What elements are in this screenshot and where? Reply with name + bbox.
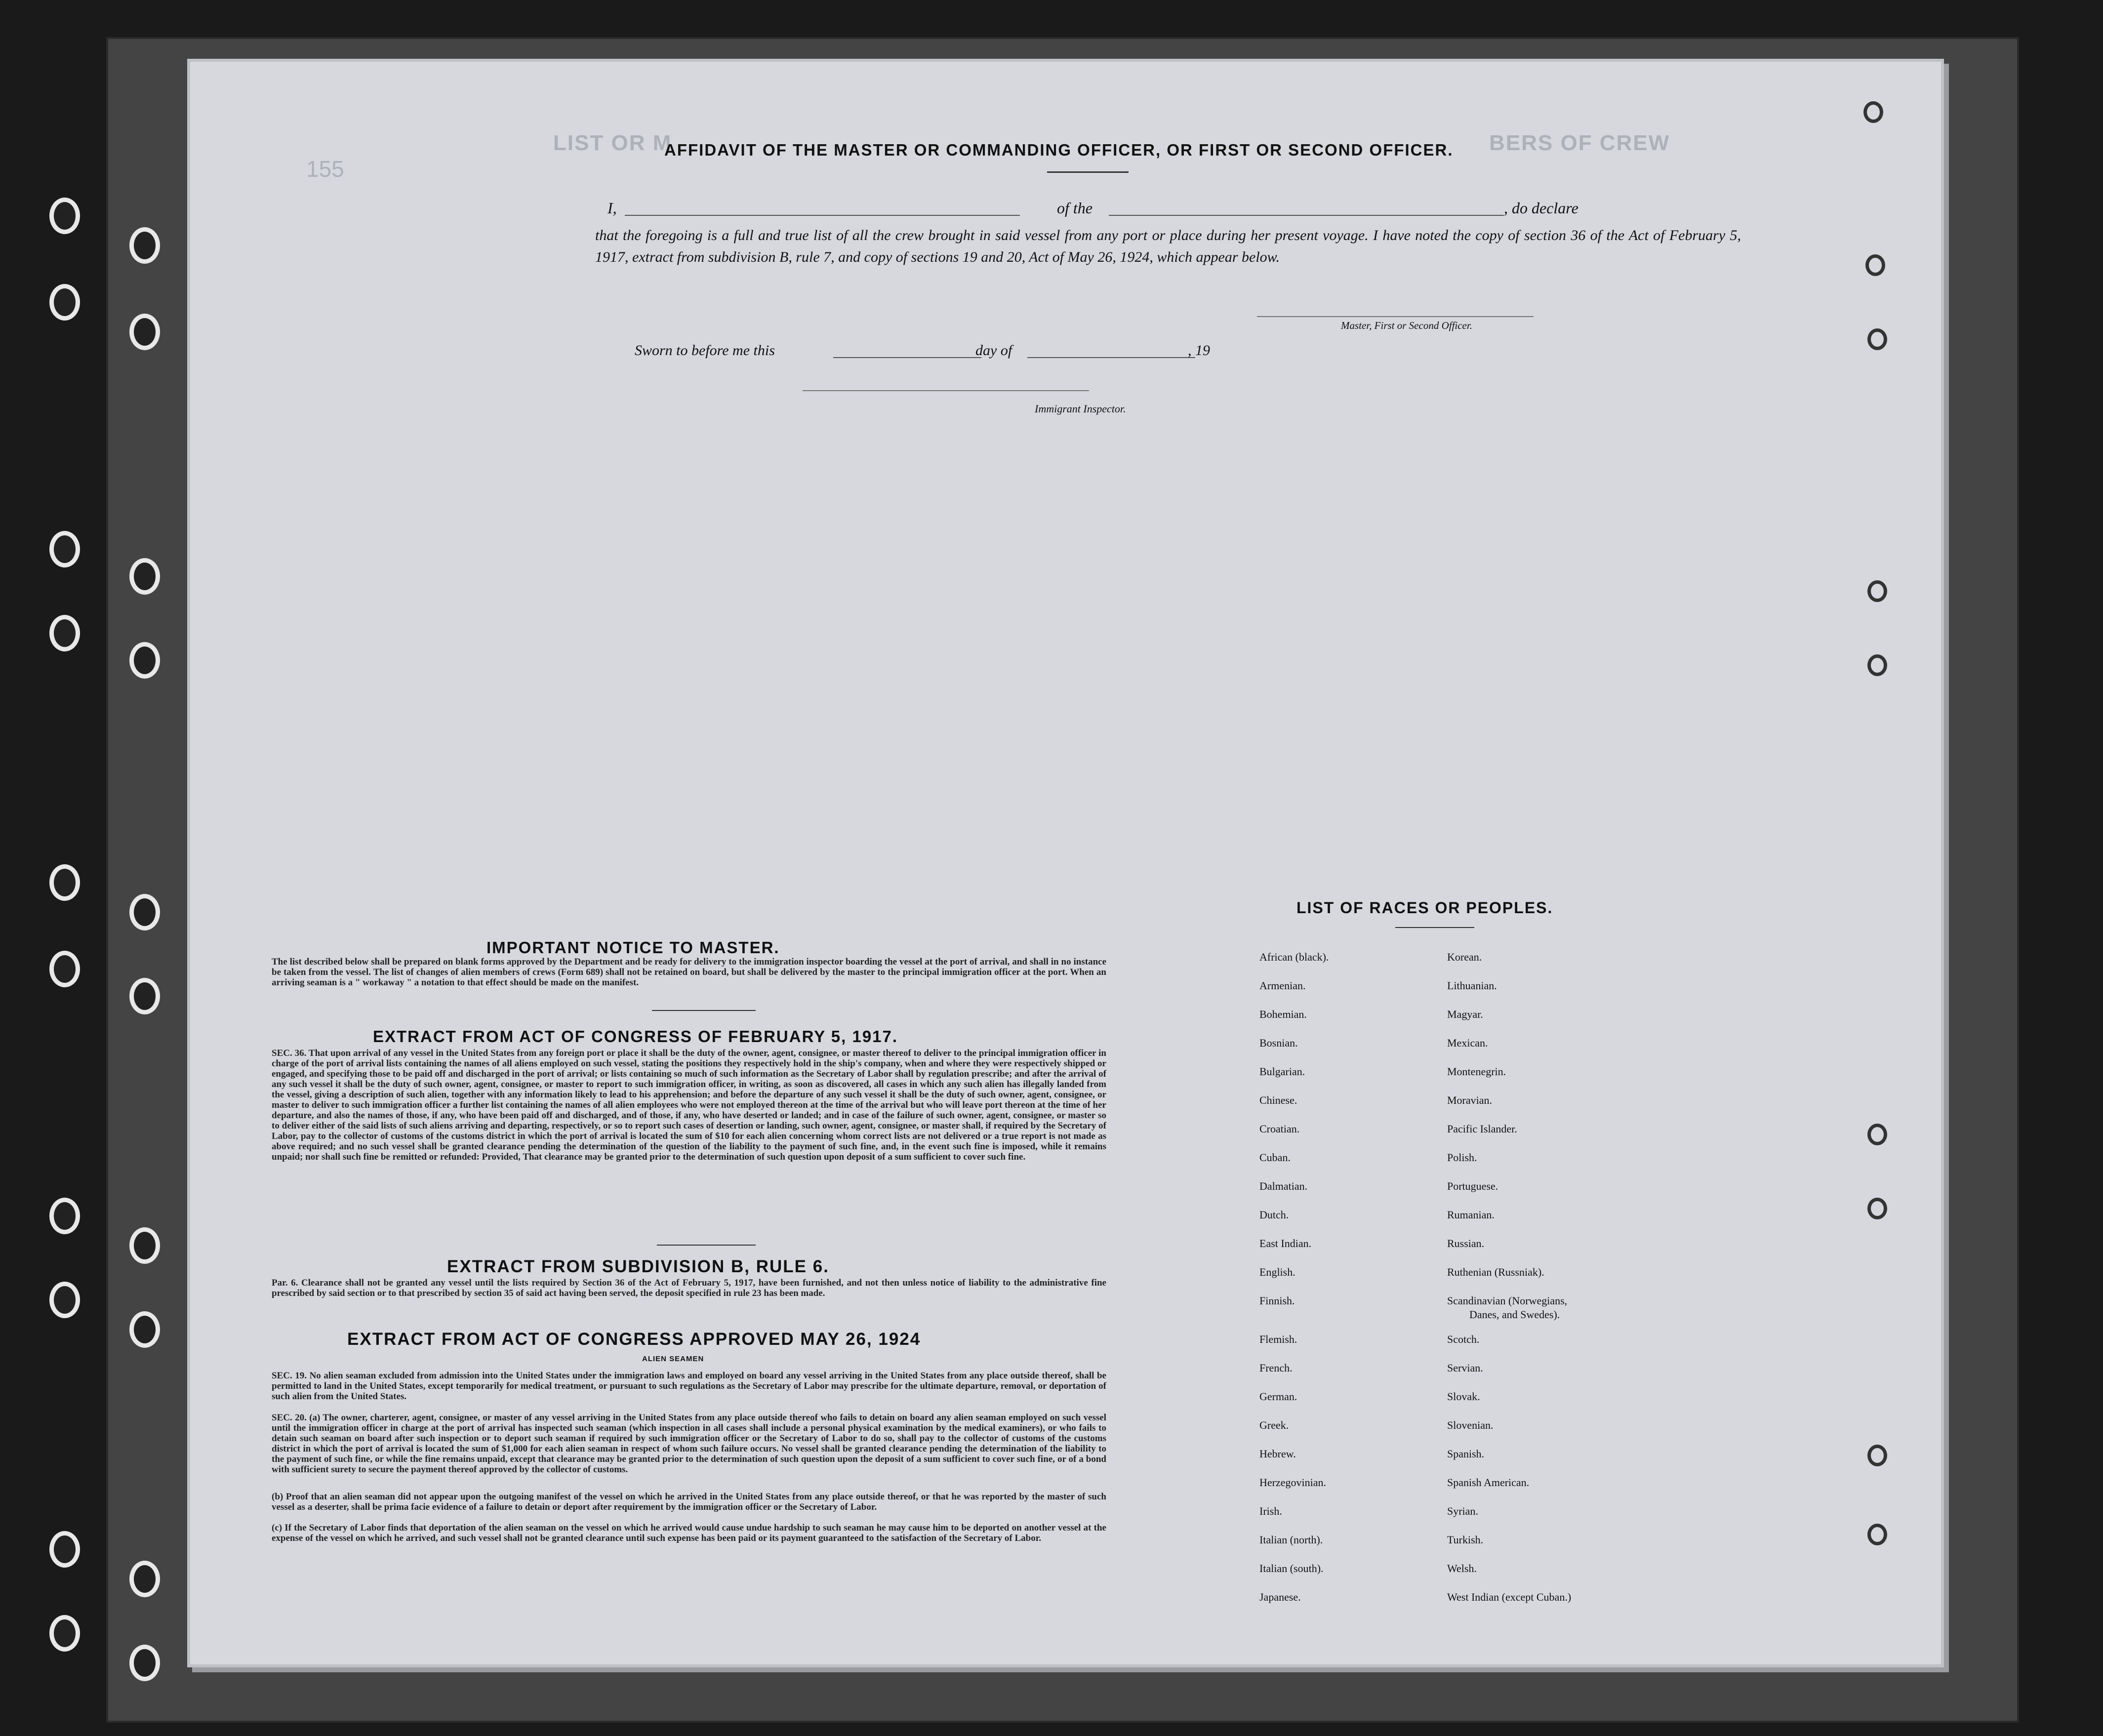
binder-hole-icon [129,1645,160,1681]
race-item: Armenian. [1259,979,1306,992]
binder-hole-icon [129,1311,160,1348]
inspector-label: Immigrant Inspector. [1035,403,1126,415]
binder-hole-icon [129,314,160,350]
binder-hole-icon [49,531,80,567]
binder-hole-icon [49,1198,80,1234]
race-item: Bulgarian. [1259,1065,1305,1078]
race-item: African (black). [1259,951,1329,963]
race-item: Cuban. [1259,1151,1291,1164]
race-item: Italian (south). [1259,1562,1324,1575]
binder-hole-icon [129,558,160,595]
punch-hole-icon [1865,254,1885,276]
punch-hole-icon [1867,654,1887,676]
affidavit-declare: , do declare [1504,199,1578,217]
affidavit-vessel-blank [1109,215,1504,216]
master-signature-line [1257,316,1534,317]
binder-hole-icon [129,1227,160,1264]
race-item: Flemish. [1259,1333,1297,1345]
sworn-day-of: day of [975,342,1012,359]
race-item: Magyar. [1447,1008,1483,1020]
race-item: Herzegovinian. [1259,1476,1326,1489]
race-item: Portuguese. [1447,1180,1498,1192]
faded-header-left: LIST OR M [553,131,672,155]
race-item: Polish. [1447,1151,1477,1164]
race-item: Korean. [1447,951,1482,963]
race-item: East Indian. [1259,1237,1312,1250]
extract-rule-title: EXTRACT FROM SUBDIVISION B, RULE 6. [447,1257,829,1276]
race-item: English. [1259,1266,1295,1278]
binder-hole-icon [49,1531,80,1568]
races-title: LIST OF RACES OR PEOPLES. [1296,899,1553,917]
race-item: Turkish. [1447,1534,1484,1546]
race-item: Japanese. [1259,1591,1301,1603]
race-item: Welsh. [1447,1562,1477,1575]
sworn-text: Sworn to before me this [635,342,775,359]
binder-hole-icon [49,951,80,987]
race-item: Syrian. [1447,1505,1478,1517]
race-item: German. [1259,1390,1297,1403]
race-item: Danes, and Swedes). [1469,1308,1560,1321]
extract-1917-text: SEC. 36. That upon arrival of any vessel in the United States from any foreign port or place it shall be the duty of the owner, agent, consignee, or master thereof to deliver to the principal immigration officer in charge of the port of arrival lists containing the names of all aliens employed on such vessel, stating the positions they respectively hold in the ship's company, when and where they were respectively shipped or engaged, and specifying those to be paid off and discharged in the port of arrival; or lists containing so much of such information as the Secretary of Labor shall by regulation prescribe; and after the arrival of any such vessel it shall be the duty of such owner, agent, consignee, or master to report to such immigration officer, in writing, as soon as discovered, all cases in which any such alien has illegally landed from the vessel, giving a description of such alien, together with any information likely to lead to his apprehension; and before the departure of any such vessel it shall be the duty of such owner, agent, consignee, or master to deliver to such immigration officer a further list containing the names of all alien employees who were not employed thereon at the time of the arrival but who will leave port thereon at the time of her departure, and also the names of those, if any, who have been paid off and discharged, and of those, if any, who have deserted or landed; and in case of the failure of such owner, agent, consignee, or master so to deliver either of the said lists of such aliens arriving and departing, respectively, or so to report such cases of desertion or landing, such owner, agent, consignee, or master shall, if required by the Secretary of Labor, pay to the collector of customs of the customs district in which the port of arrival is located the sum of $10 for each alien concerning whom correct lists are not delivered or a true report is not made as above required; and no such vessel shall be granted clearance pending the determination of the question of the liability to the payment of such fine, and, in the event such fine is imposed, while it remains unpaid; nor shall such fine be remitted or refunded: Provided, That clearance may be granted prior to the determination of such question upon deposit of a sum sufficient to cover such fine. [272,1048,1106,1162]
notice-text: The list described below shall be prepared on blank forms approved by the Department and be ready for delivery to the immigration inspector boarding the vessel at the port of arrival, and shall in no instance be taken from the vessel. The list of changes of alien members of crews (Form 689) shall not be retained on board, but shall be delivered by the master to the principal immigration officer at the port. When an arriving seaman is a " workaway " a notation to that effect should be made on the manifest. [272,957,1106,988]
race-item: Chinese. [1259,1094,1297,1106]
race-item: Spanish American. [1447,1476,1530,1489]
master-label: Master, First or Second Officer. [1341,320,1472,331]
race-item: Servian. [1447,1362,1483,1374]
notice-divider [652,1010,756,1011]
race-item: Russian. [1447,1237,1485,1250]
race-item: Croatian. [1259,1123,1300,1135]
race-item: West Indian (except Cuban.) [1447,1591,1572,1603]
binder-hole-icon [129,1561,160,1597]
binder-hole-icon [49,864,80,901]
race-item: Scotch. [1447,1333,1480,1345]
faded-page-number: 155 [306,156,344,182]
race-item: French. [1259,1362,1293,1374]
sworn-year: , 19 [1188,342,1210,359]
race-item: Lithuanian. [1447,979,1497,992]
extract-1924-secc: (c) If the Secretary of Labor finds that deportation of the alien seaman on the vessel on which he arrived would cause undue hardship to such seaman he may cause him to be deported on another vessel at the expense of the vessel on which he arrived, and such vessel shall not be granted clearance until such expense has been paid or its payment guaranteed to the satisfaction of the Secretary of Labor. [272,1523,1106,1543]
extract-1924-sec19: SEC. 19. No alien seaman excluded from admission into the United States under the immigration laws and employed on board any vessel arriving in the United States from any place outside thereof, shall be permitted to land in the United States, except temporarily for medical treatment, or pursuant to such regulations as the Secretary of Labor may prescribe for the ultimate departure, removal, or deportation of such alien from the United States. [272,1371,1106,1402]
race-item: Finnish. [1259,1294,1295,1307]
race-item: Dalmatian. [1259,1180,1308,1192]
extract-1924-sec20: SEC. 20. (a) The owner, charterer, agent, consignee, or master of any vessel arriving in the United States from any place outside thereof who fails to detain on board any alien seaman employed on such vessel until the immigration officer in charge at the port of arrival has inspected such seaman (which inspection in all cases shall include a personal physical examination by the medical examiners), or who fails to detain such seaman on board after such inspection or to deport such seaman if required by such immigration officer or the Secretary of Labor to do so, shall pay to the collector of customs of the customs district in which the port of arrival is located the sum of $1,000 for each alien seaman in respect of whom such failure occurs. No vessel shall be granted clearance pending the determination of the liability to the payment of such fine, or while the fine remains unpaid, except that clearance may be granted prior to the determination of such question upon the deposit of a sum sufficient to cover such fine, or of a bond with sufficient surety to secure the payment thereof approved by the collector of customs. [272,1413,1106,1475]
document-page [190,62,1941,1664]
race-item: Bohemian. [1259,1008,1307,1020]
binder-hole-icon [49,198,80,234]
race-item: Italian (north). [1259,1534,1323,1546]
punch-hole-icon [1867,580,1887,602]
race-item: Irish. [1259,1505,1282,1517]
race-item: Scandinavian (Norwegians, [1447,1294,1568,1307]
extract-1917-title: EXTRACT FROM ACT OF CONGRESS OF FEBRUARY 5, 1917. [373,1027,898,1046]
punch-hole-icon [1867,1445,1887,1466]
faded-header-right: BERS OF CREW [1489,131,1670,155]
race-item: Greek. [1259,1419,1289,1431]
race-item: Moravian. [1447,1094,1493,1106]
notice-title: IMPORTANT NOTICE TO MASTER. [486,938,780,957]
race-item: Ruthenian (Russniak). [1447,1266,1544,1278]
binder-hole-icon [129,642,160,679]
race-item: Bosnian. [1259,1037,1298,1049]
extract-1924-subtitle: ALIEN SEAMEN [642,1355,704,1363]
race-item: Hebrew. [1259,1448,1296,1460]
extract-1924-title: EXTRACT FROM ACT OF CONGRESS APPROVED MAY 26, 1924 [347,1330,921,1349]
affidavit-name-blank [625,215,1020,216]
punch-hole-icon [1863,101,1883,123]
binder-hole-icon [49,1282,80,1318]
punch-hole-icon [1867,328,1887,350]
binder-hole-icon [49,1615,80,1652]
punch-hole-icon [1867,1198,1887,1219]
punch-hole-icon [1867,1124,1887,1145]
binder-hole-icon [49,284,80,321]
race-item: Slovak. [1447,1390,1480,1403]
races-title-underline [1395,927,1474,928]
extract-1917-divider [657,1245,756,1246]
sworn-day-blank [833,357,981,358]
race-item: Slovenian. [1447,1419,1494,1431]
binder-hole-icon [129,978,160,1014]
extract-1924-secb: (b) Proof that an alien seaman did not appear upon the outgoing manifest of the vessel on which he arrived in the United States from any place outside thereof, or that he was reported by the master of such vessel as a deserter, shall be prima facie evidence of a failure to detain or deport after requirement by the immigration officer or the Secretary of Labor. [272,1492,1106,1512]
affidavit-body: that the foregoing is a full and true list of all the crew brought in said vessel from any port or place during her present voyage. I have noted the copy of section 36 of the Act of February 5, 1917, extract from subdivision B, rule 7, and copy of sections 19 and 20, Act of May 26, 1924, which appear below. [595,227,1741,265]
race-item: Dutch. [1259,1209,1289,1221]
punch-hole-icon [1867,1524,1887,1545]
race-item: Spanish. [1447,1448,1485,1460]
affidavit-of-the: of the [1057,199,1092,217]
affidavit-title: AFFIDAVIT OF THE MASTER OR COMMANDING OFFICER, OR FIRST OR SECOND OFFICER. [664,141,1454,159]
sworn-month-blank [1027,357,1195,358]
binder-hole-icon [49,615,80,651]
race-item: Montenegrin. [1447,1065,1506,1078]
extract-rule-text: Par. 6. Clearance shall not be granted any vessel until the lists required by Section 36 of the Act of February 5, 1917, have been furnished, and not then unless notice of liability to the administrative fine prescribed by said section or to that prescribed by section 35 of said act having been served, the deposit specified in rule 23 has been made. [272,1278,1106,1298]
race-item: Pacific Islander. [1447,1123,1517,1135]
race-item: Rumanian. [1447,1209,1495,1221]
race-item: Mexican. [1447,1037,1488,1049]
binder-hole-icon [129,894,160,930]
affidavit-title-underline [1047,171,1129,173]
inspector-signature-line [803,390,1089,391]
binder-hole-icon [129,227,160,264]
affidavit-i: I, [607,199,617,217]
